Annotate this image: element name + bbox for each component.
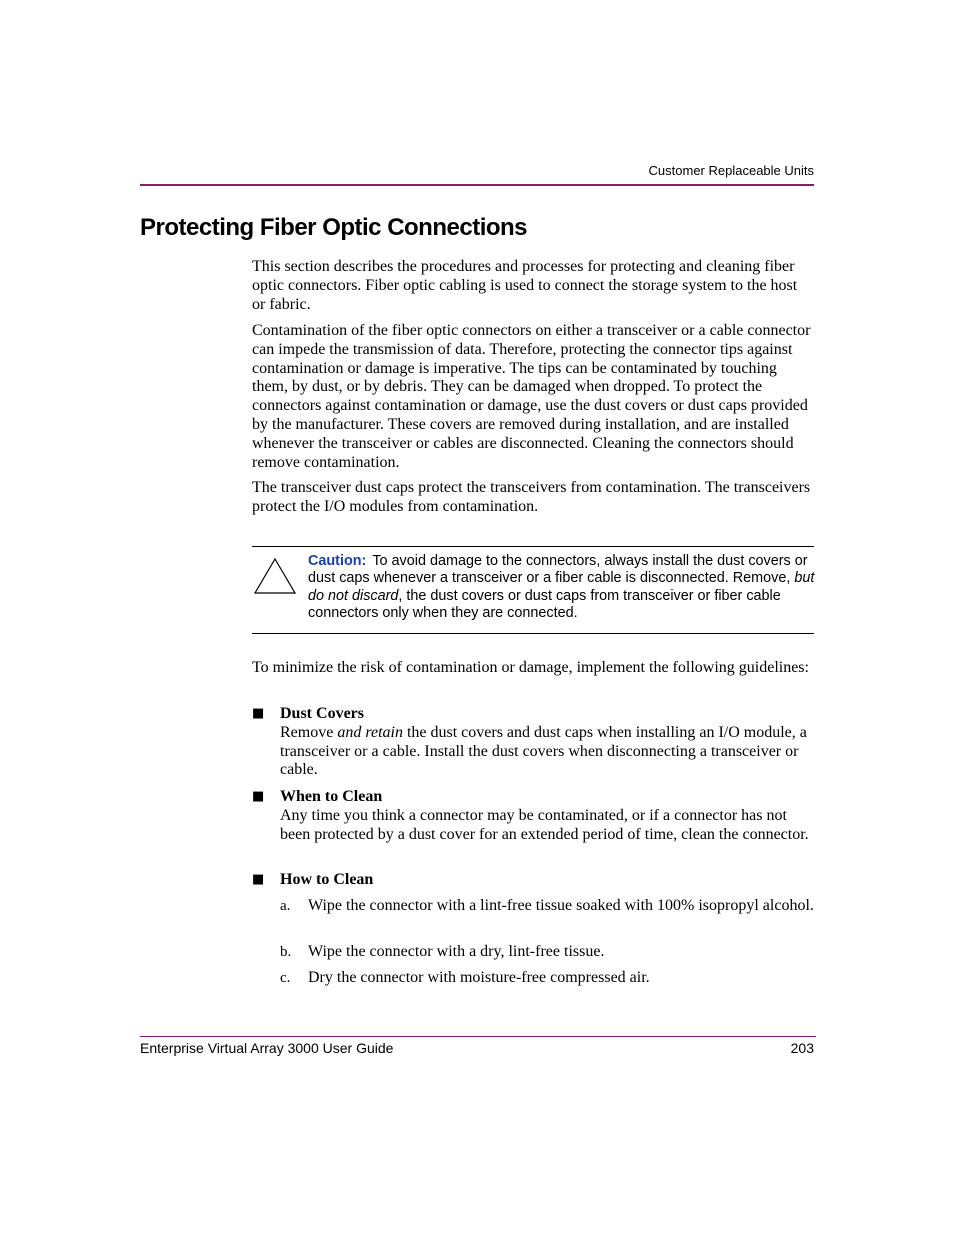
step-letter: b.: [280, 944, 292, 960]
footer-doc-title: Enterprise Virtual Array 3000 User Guide: [140, 1040, 394, 1056]
step-text: Wipe the connector with a dry, lint-free tissue.: [308, 943, 605, 960]
caution-text: [308, 553, 816, 622]
bullet-icon: ■: [252, 706, 265, 721]
list-item-body: [280, 788, 814, 844]
list-item-title: When to Clean: [280, 788, 383, 805]
bullet-icon: ■: [252, 789, 265, 804]
step-text: Dry the connector with moisture-free compressed air.: [308, 969, 650, 986]
list-item-text-after: the dust covers and dust caps when installing an I/O module, a transceiver or a cable. Install the dust covers when disconnecting a transceiver or cable.: [280, 723, 807, 779]
paragraph-text: This section describes the procedures and processes for protecting and cleaning fiber optic connectors. Fiber optic cabling is used to connect the storage system to the host or fabric.: [252, 258, 798, 313]
step-letter: c.: [280, 970, 291, 986]
caution-text-after: , the dust covers or dust caps from transceiver or fiber cable connectors only when they are connected.: [308, 587, 781, 621]
paragraph-text: Contamination of the fiber optic connectors on either a transceiver or a cable connector can impede the transmission of data. Therefore, protecting the connector tips against contamination or damage is imperative. The tips can be contaminated by touching them, by dust, or by debris. They can be damaged when dropped. To protect the connectors against contamination or damage, use the dust covers or dust caps provided by the manufacturer. These covers are removed during installation, and are installed whenever the transceiver or cables are disconnected. Cleaning the connectors should remove contamination.: [252, 322, 811, 471]
page-number: 203: [790, 1040, 814, 1056]
caution-emphasis: but do not discard: [308, 570, 815, 604]
running-header: Customer Replaceable Units: [648, 163, 814, 178]
section-title: Protecting Fiber Optic Connections: [140, 214, 528, 241]
guidelines-intro: [252, 659, 814, 678]
step-text: Wipe the connector with a lint-free tissue soaked with 100% isopropyl alcohol.: [308, 897, 814, 914]
list-item-body: [280, 871, 814, 890]
header-rule: [140, 184, 814, 186]
caution-text-before: To avoid damage to the connectors, always install the dust covers or dust caps whenever a transceiver or a fiber cable is disconnected. Remove,: [308, 553, 808, 587]
list-item-body: [280, 705, 814, 780]
warning-triangle-icon: [254, 558, 296, 594]
caution-note: [252, 546, 814, 634]
footer-rule: [140, 1036, 816, 1037]
dust-caps-paragraph: [252, 479, 814, 517]
intro-paragraph: [252, 258, 814, 314]
paragraph-text: The transceiver dust caps protect the transceivers from contamination. The transceivers protect the I/O modules from contamination.: [252, 479, 811, 515]
list-item-text: Any time you think a connector may be contaminated, or if a connector has not been protected by a dust cover for an extended period of time, clean the connector.: [280, 806, 809, 843]
step-letter: a.: [280, 898, 291, 914]
paragraph-text: To minimize the risk of contamination or damage, implement the following guidelines:: [252, 659, 809, 676]
list-item-text-before: Remove: [280, 723, 338, 741]
bullet-icon: ■: [252, 872, 265, 887]
list-item-emphasis: and retain: [337, 723, 403, 741]
list-item-title: Dust Covers: [280, 705, 364, 722]
list-item-title: How to Clean: [280, 871, 374, 888]
caution-label: Caution:: [308, 553, 367, 569]
contamination-paragraph: [252, 322, 814, 472]
